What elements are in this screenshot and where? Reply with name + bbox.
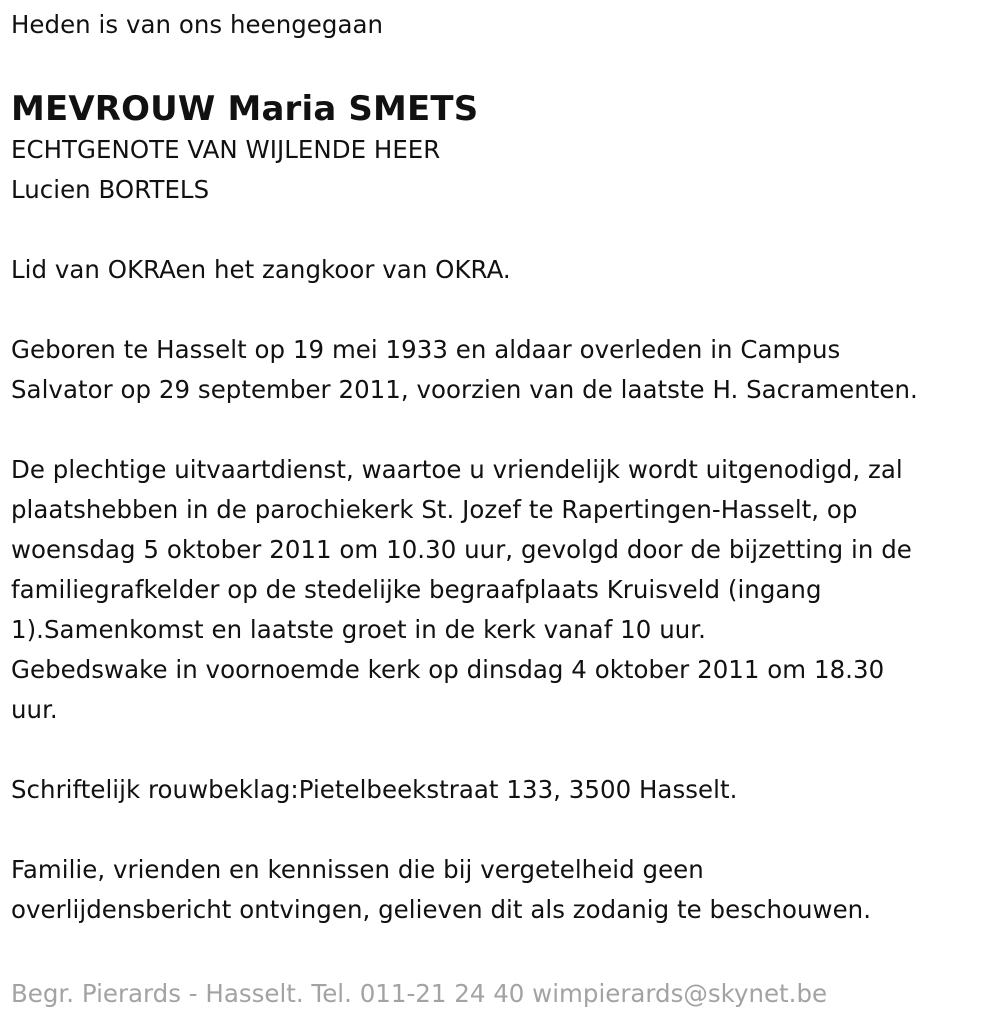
spacer <box>11 290 991 330</box>
spacer <box>11 730 991 770</box>
deceased-name: MEVROUW Maria SMETS <box>11 90 479 129</box>
funeral-line: Gebedswake in voornoemde kerk op dinsdag 4 oktober 2011 om 18.30 <box>11 655 885 684</box>
condolence-address: Schriftelijk rouwbeklag:Pietelbeekstraat 133, 3500 Hasselt. <box>11 775 738 804</box>
funeral-home-footer: Begr. Pierards - Hasselt. Tel. 011-21 24 40 wimpierards@skynet.be <box>11 979 828 1008</box>
spacer <box>11 210 991 250</box>
closing-line: Familie, vrienden en kennissen die bij vergetelheid geen <box>11 855 704 884</box>
funeral-line: woensdag 5 oktober 2011 om 10.30 uur, gevolgd door de bijzetting in de <box>11 535 912 564</box>
spacer <box>11 810 991 850</box>
funeral-line: familiegrafkelder op de stedelijke begraafplaats Kruisveld (ingang <box>11 575 822 604</box>
funeral-line: plaatshebben in de parochiekerk St. Jozef te Rapertingen-Hasselt, op <box>11 495 858 524</box>
funeral-line: De plechtige uitvaartdienst, waartoe u vriendelijk wordt uitgenodigd, zal <box>11 455 903 484</box>
death-notice <box>11 8 991 930</box>
funeral-line: uur. <box>11 695 58 724</box>
spouse-name: Lucien BORTELS <box>11 175 210 204</box>
membership-text: Lid van OKRAen het zangkoor van OKRA. <box>11 255 511 284</box>
birth-death-line: Salvator op 29 september 2011, voorzien van de laatste H. Sacramenten. <box>11 375 918 404</box>
spouse-title: ECHTGENOTE VAN WIJLENDE HEER <box>11 135 441 164</box>
birth-death-line: Geboren te Hasselt op 19 mei 1933 en aldaar overleden in Campus <box>11 335 841 364</box>
intro-text: Heden is van ons heengegaan <box>11 10 384 39</box>
spacer <box>11 410 991 450</box>
funeral-line: 1).Samenkomst en laatste groet in de kerk vanaf 10 uur. <box>11 615 706 644</box>
closing-line: overlijdensbericht ontvingen, gelieven dit als zodanig te beschouwen. <box>11 895 872 924</box>
